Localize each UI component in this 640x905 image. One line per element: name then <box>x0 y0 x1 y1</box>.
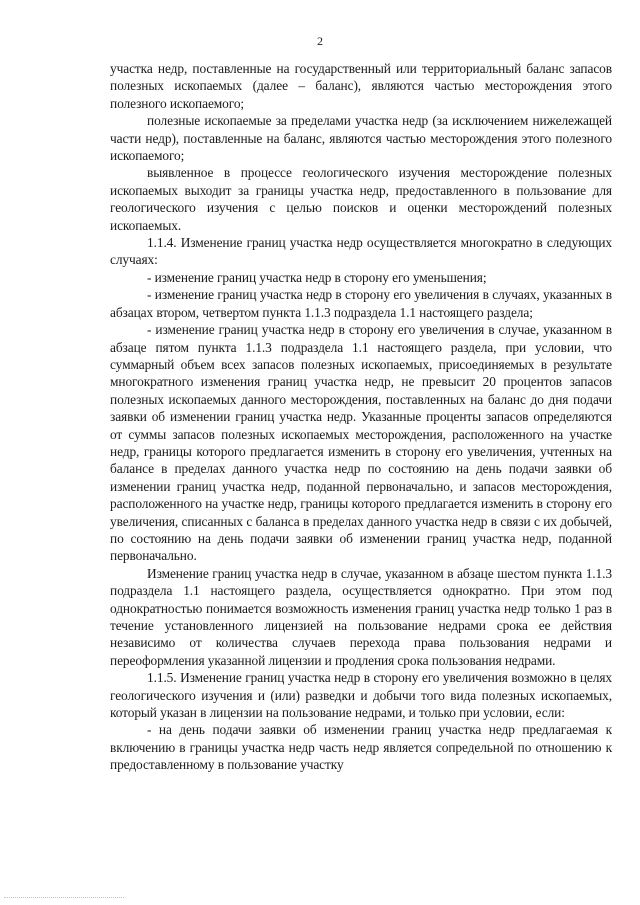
paragraph-minerals-outside: полезные ископаемые за пределами участка недр (за исключением нижележащей части недр), поставленные на баланс, являются частью месторождения этого полезного ископаемого; <box>110 113 612 164</box>
list-item-decrease: - изменение границ участка недр в сторону его уменьшения; <box>147 269 487 285</box>
list-item-increase-fifth: - изменение границ участка недр в сторону его увеличения в случае, указанном в абзаце пятом пункта 1.1.3 подраздела 1.1 настоящего раздела, при условии, что суммарный объем всех запасов полезных ископаемых, присоединяемых в результате многократного изменения границ участка недр, не превысит 20 процентов запасов полезных ископаемых данного месторождения, поставленных на баланс до дня подачи заявки об изменении границ участка недр. Указанные проценты запасов определяются от суммы запасов полезных ископаемых месторождения, расположенного на участке недр, границы которого предлагается изменить в сторону его увеличения, учтенных на балансе в пределах данного участка недр по состоянию на день подачи заявки об изменении границ участка недр, поданной первоначально, и запасов месторождения, расположенного на участке недр, границы которого предлагается изменить в сторону его увеличения, списанных с баланса в пределах данного участка недр в связи с их добычей, по состоянию на день подачи заявки об изменении границ участка недр, поданной первоначально. <box>110 322 612 564</box>
paragraph-1-1-5: 1.1.5. Изменение границ участка недр в сторону его увеличения возможно в целях геологического изучения и (или) разведки и добычи того вида полезных ископаемых, который указан в лицензии на пользование недрами, и только при условии, если: <box>110 670 612 721</box>
list-item-adjacent: - на день подачи заявки об изменении границ участка недр предлагаемая к включению в границы участка недр часть недр является сопредельной по отношению к предоставленному в пользование участку <box>110 722 612 773</box>
paragraph-deposit-beyond: выявленное в процессе геологического изучения месторождение полезных ископаемых выходит за границы участка недр, предоставленного в пользование для геологического изучения с целью поисков и оценки месторождений полезных ископаемых. <box>110 165 612 233</box>
paragraph-continuation: участка недр, поставленные на государственный или территориальный баланс запасов полезных ископаемых (далее – баланс), являются частью месторождения этого полезного ископаемого; <box>110 61 612 111</box>
page-number: 2 <box>317 34 323 48</box>
scan-footer-mark <box>4 897 124 902</box>
document-body <box>110 60 612 774</box>
list-item-increase-cases: - изменение границ участка недр в сторону его увеличения в случаях, указанных в абзацах втором, четвертом пункта 1.1.3 подраздела 1.1 настоящего раздела; <box>110 287 612 320</box>
paragraph-1-1-4: 1.1.4. Изменение границ участка недр осуществляется многократно в следующих случаях: <box>110 235 612 268</box>
paragraph-single-change: Изменение границ участка недр в случае, указанном в абзаце шестом пункта 1.1.3 подраздела 1.1 настоящего раздела, осуществляется однократно. При этом под однократностью понимается возможность изменения границ участка недр только 1 раз в течение установленного лицензией на пользование недрами срока ее действия независимо от количества случаев перехода права пользования недрами и переоформления указанной лицензии и продления срока пользования недрами. <box>110 565 612 668</box>
